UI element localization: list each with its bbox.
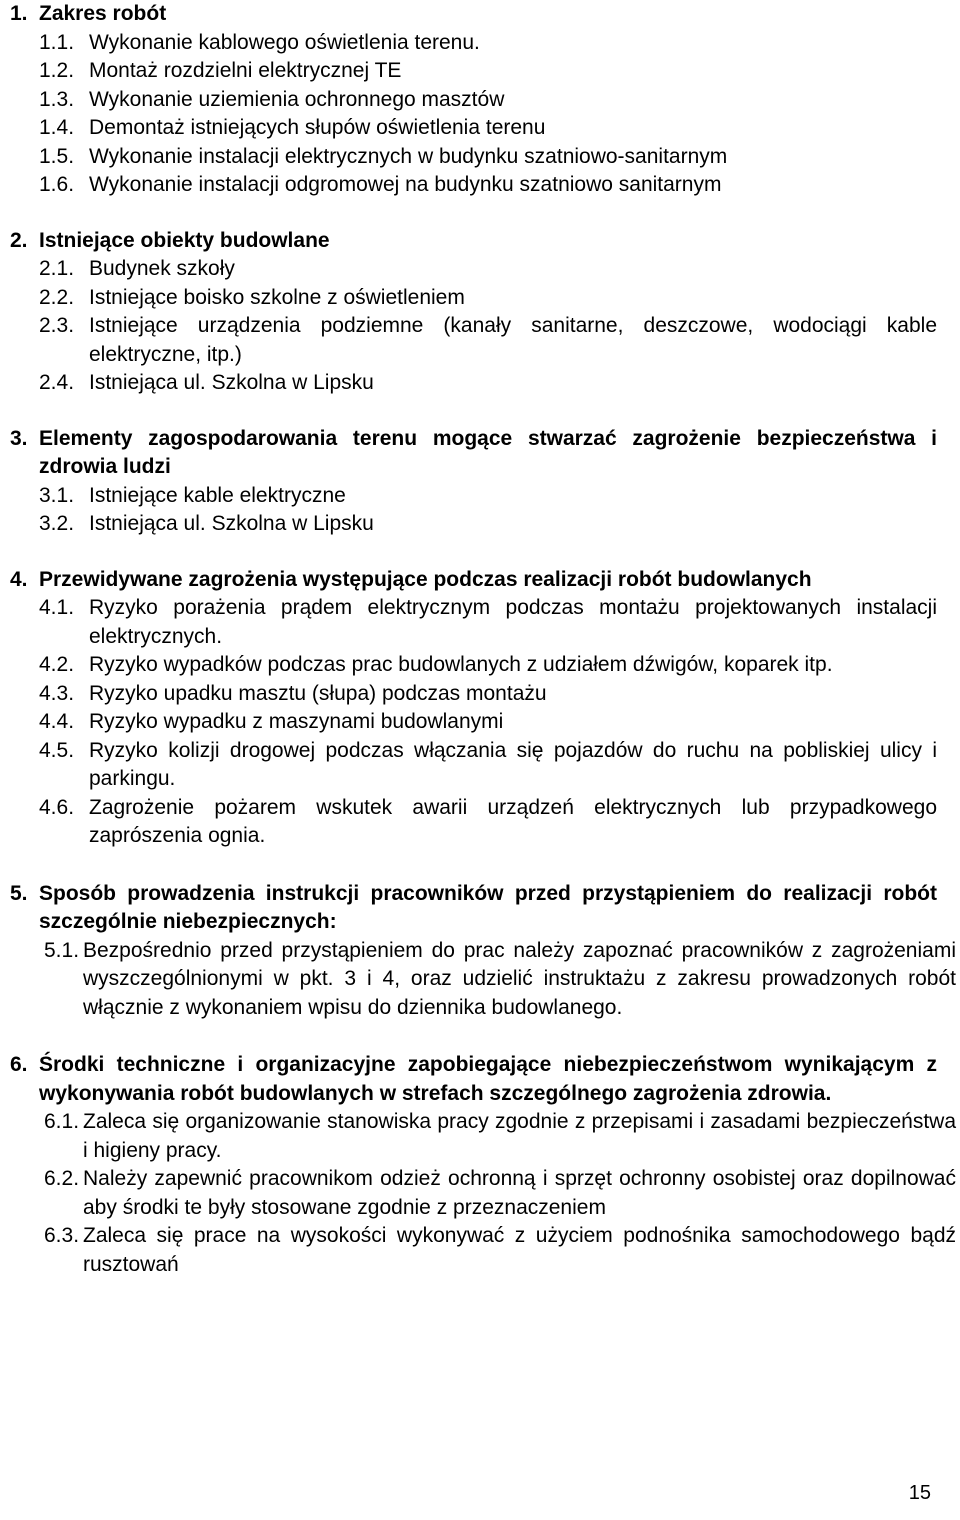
section-title: Istniejące obiekty budowlane	[39, 228, 330, 252]
item-number: 2.4.	[39, 371, 75, 394]
list-item	[0, 737, 937, 794]
item-number: 3.2.	[39, 512, 75, 535]
section-heading	[0, 0, 937, 29]
item-number: 6.2.	[44, 1167, 80, 1190]
list-item	[0, 482, 937, 511]
item-number: 6.1.	[44, 1110, 80, 1133]
list-item	[0, 57, 937, 86]
item-number: 4.2.	[39, 653, 75, 676]
section-number: 3.	[10, 426, 28, 450]
list-item	[0, 255, 937, 284]
item-number: 4.3.	[39, 681, 75, 705]
list-item	[0, 86, 937, 115]
item-text: Wykonanie instalacji odgromowej na budynku szatniowo sanitarnym	[89, 173, 722, 196]
list-item	[0, 794, 937, 851]
list-item	[0, 937, 956, 1023]
list-item	[0, 708, 937, 737]
item-text: Wykonanie instalacji elektrycznych w budynku szatniowo-sanitarnym	[89, 144, 728, 168]
section-spacer	[0, 851, 960, 880]
list-item	[0, 1108, 956, 1165]
page-number: 15	[908, 1482, 931, 1504]
section-spacer	[0, 1022, 960, 1051]
list-item	[0, 114, 937, 143]
section-6	[0, 1051, 960, 1279]
section-heading	[0, 227, 937, 256]
section-heading	[0, 566, 937, 595]
item-text: Istniejąca ul. Szkolna w Lipsku	[89, 512, 374, 535]
item-number: 1.4.	[39, 116, 75, 139]
list-item	[0, 171, 937, 200]
item-text: Montaż rozdzielni elektrycznej TE	[89, 59, 402, 82]
item-number: 2.1.	[39, 257, 75, 280]
item-text: Ryzyko kolizji drogowej podczas włączania się pojazdów do ruchu na pobliskiej ulicy i parkingu.	[89, 738, 937, 790]
section-1	[0, 0, 960, 200]
item-text: Ryzyko wypadków podczas prac budowlanych z udziałem dźwigów, koparek itp.	[89, 653, 833, 676]
item-text: Budynek szkoły	[89, 257, 235, 280]
item-number: 2.3.	[39, 314, 75, 337]
section-heading	[0, 1051, 937, 1108]
section-heading	[0, 425, 937, 482]
list-item	[0, 680, 937, 709]
item-text: Istniejące urządzenia podziemne (kanały sanitarne, deszczowe, wodociągi kable elektryczne, itp.)	[89, 314, 937, 366]
list-item	[0, 1222, 956, 1279]
item-number: 1.3.	[39, 87, 75, 111]
item-text: Ryzyko porażenia prądem elektrycznym podczas montażu projektowanych instalacji elektrycznych.	[89, 596, 937, 648]
item-number: 1.2.	[39, 59, 75, 82]
item-text: Istniejące kable elektryczne	[89, 483, 346, 507]
list-item	[0, 651, 937, 680]
section-spacer	[0, 398, 960, 425]
item-number: 4.1.	[39, 596, 75, 619]
section-spacer	[0, 200, 960, 227]
item-text: Wykonanie kablowego oświetlenia terenu.	[89, 30, 480, 54]
item-number: 4.6.	[39, 795, 75, 819]
section-title: Sposób prowadzenia instrukcji pracowników przed przystąpieniem do realizacji robót szczególnie niebezpiecznych:	[39, 881, 937, 933]
item-text: Istniejące boisko szkolne z oświetleniem	[89, 285, 465, 309]
list-item	[0, 143, 937, 172]
item-number: 1.6.	[39, 173, 75, 196]
list-item	[0, 510, 937, 539]
section-4	[0, 566, 960, 851]
list-item	[0, 1165, 956, 1222]
list-item	[0, 29, 937, 58]
section-2	[0, 227, 960, 398]
section-title: Przewidywane zagrożenia występujące podczas realizacji robót budowlanych	[39, 567, 812, 591]
list-item	[0, 312, 937, 369]
item-number: 3.1.	[39, 483, 75, 507]
item-text: Demontaż istniejących słupów oświetlenia terenu	[89, 116, 546, 139]
section-3	[0, 425, 960, 539]
section-title: Zakres robót	[39, 2, 167, 25]
item-number: 6.3.	[44, 1224, 80, 1247]
item-text: Istniejąca ul. Szkolna w Lipsku	[89, 371, 374, 394]
item-number: 5.1.	[44, 938, 80, 962]
item-text: Bezpośrednio przed przystąpieniem do prac należy zapoznać pracowników z zagrożeniami wyszczególnionymi w pkt. 3 i 4, oraz udzielić instruktażu z zakresu prowadzonych robót włącznie z wykonaniem wpisu do dziennika budowlanego.	[83, 938, 956, 1019]
section-number: 1.	[10, 2, 28, 25]
item-text: Zagrożenie pożarem wskutek awarii urządzeń elektrycznych lub przypadkowego zaprószenia ognia.	[89, 795, 937, 847]
item-number: 4.5.	[39, 738, 75, 762]
item-text: Zaleca się organizowanie stanowiska pracy zgodnie z przepisami i zasadami bezpieczeństwa i higieny pracy.	[83, 1110, 956, 1162]
section-number: 4.	[10, 567, 28, 591]
section-number: 6.	[10, 1053, 28, 1076]
list-item	[0, 369, 937, 398]
item-text: Zaleca się prace na wysokości wykonywać z użyciem podnośnika samochodowego bądź rusztowań	[83, 1224, 956, 1276]
item-number: 4.4.	[39, 710, 75, 733]
section-spacer	[0, 539, 960, 566]
item-text: Ryzyko wypadku z maszynami budowlanymi	[89, 710, 504, 733]
section-title: Elementy zagospodarowania terenu mogące stwarzać zagrożenie bezpieczeństwa i zdrowia ludzi	[39, 426, 937, 478]
item-text: Ryzyko upadku masztu (słupa) podczas montażu	[89, 681, 547, 705]
section-number: 2.	[10, 228, 28, 252]
section-number: 5.	[10, 881, 28, 905]
item-text: Wykonanie uziemienia ochronnego masztów	[89, 87, 505, 111]
list-item	[0, 284, 937, 313]
item-number: 1.1.	[39, 30, 75, 54]
section-title: Środki techniczne i organizacyjne zapobiegające niebezpieczeństwom wynikającym z wykonywania robót budowlanych w strefach szczególnego zagrożenia zdrowia.	[39, 1053, 937, 1105]
item-text: Należy zapewnić pracownikom odzież ochronną i sprzęt ochronny osobistej oraz dopilnować aby środki te były stosowane zgodnie z przeznaczeniem	[83, 1167, 956, 1219]
section-5	[0, 880, 960, 1023]
section-heading	[0, 880, 937, 937]
list-item	[0, 594, 937, 651]
item-number: 2.2.	[39, 285, 75, 309]
item-number: 1.5.	[39, 144, 75, 168]
